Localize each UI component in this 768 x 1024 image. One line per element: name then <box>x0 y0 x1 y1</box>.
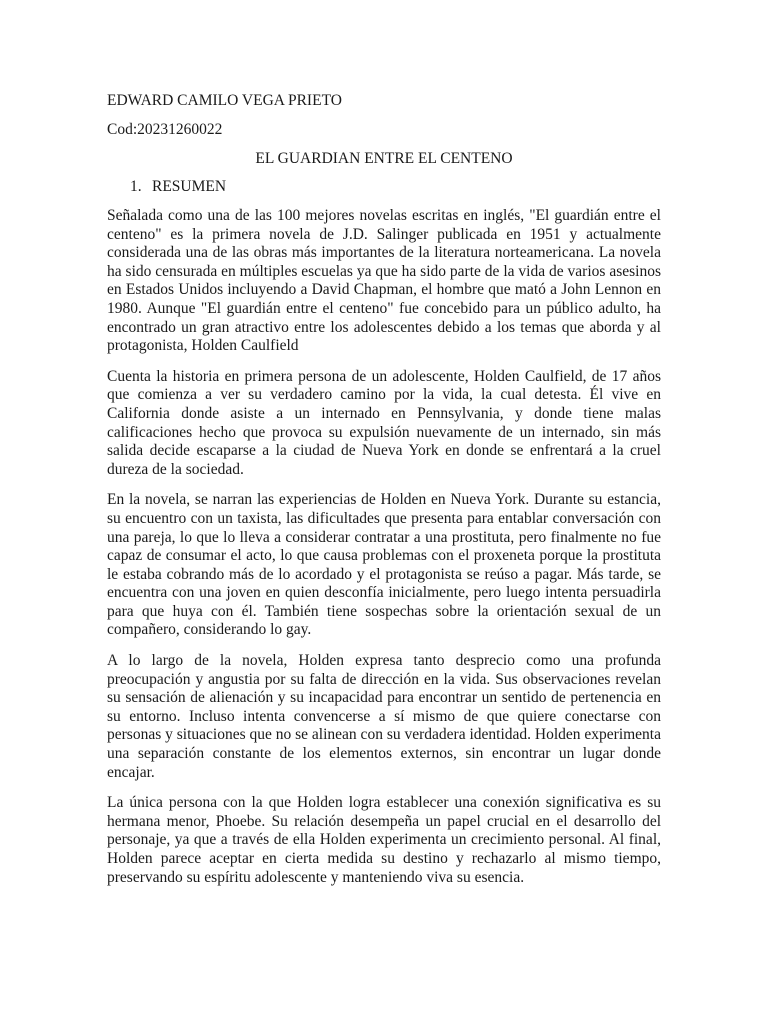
section-label: RESUMEN <box>152 178 227 195</box>
paragraph-3: En la novela, se narran las experiencias de Holden en Nueva York. Durante su estancia, su encuentro con un taxista, las dificultades que presenta para entablar conversación con una pareja, lo que lo lleva a considerar contratar a una prostituta, pero finalmente no fue capaz de consumar el acto, lo que causa problemas con el proxeneta porque la prostituta le estaba cobrando más de lo acordado y el protagonista se reúso a pagar. Más tarde, se encuentra con una joven en quien desconfía inicialmente, pero luego intenta persuadirla para que huya con él. También tiene sospechas sobre la orientación sexual de un compañero, considerando lo gay. <box>107 491 661 639</box>
section-heading <box>107 177 661 196</box>
paragraph-2: Cuenta la historia en primera persona de un adolescente, Holden Caulfield, de 17 años que comienza a ver su verdadero camino por la vida, la cual detesta. Él vive en California donde asiste a un internado en Pennsylvania, y donde tiene malas calificaciones hecho que provoca su expulsión nuevamente de un internado, sin más salida decide escaparse a la ciudad de Nueva York en donde se enfrentará a la cruel dureza de la sociedad. <box>107 367 661 478</box>
document-title: EL GUARDIAN ENTRE EL CENTENO <box>255 150 513 167</box>
student-code: Cod:20231260022 <box>107 121 223 138</box>
paragraph-4: A lo largo de la novela, Holden expresa tanto desprecio como una profunda preocupación y angustia por su falta de dirección en la vida. Sus observaciones revelan su sensación de alienación y su incapacidad para encontrar un sentido de pertenencia en su entorno. Incluso intenta convencerse a sí mismo de que quiere conectarse con personas y situaciones que no se alinean con su verdadera identidad. Holden experimenta una separación constante de los elementos externos, sin encontrar un lugar donde encajar. <box>107 652 661 781</box>
section-number: 1. <box>130 178 142 195</box>
paragraph-5: La única persona con la que Holden logra establecer una conexión significativa es su hermana menor, Phoebe. Su relación desempeña un papel crucial en el desarrollo del personaje, ya que a través de ella Holden experimenta un crecimiento personal. Al final, Holden parece aceptar en cierta medida su destino y rechazarlo al mismo tiempo, preservando su espíritu adolescente y manteniendo viva su esencia. <box>107 794 661 886</box>
paragraph-1: Señalada como una de las 100 mejores novelas escritas en inglés, "El guardián entre el centeno" es la primera novela de J.D. Salinger publicada en 1951 y actualmente considerada una de las obras más importantes de la literatura norteamericana. La novela ha sido censurada en múltiples escuelas ya que ha sido parte de la vida de varios asesinos en Estados Unidos incluyendo a David Chapman, el hombre que mató a John Lennon en 1980. Aunque "El guardián entre el centeno" fue concebido para un público adulto, ha encontrado un gran atractivo entre los adolescentes debido a los temas que aborda y al protagonista, Holden Caulfield <box>107 207 661 355</box>
author-name: EDWARD CAMILO VEGA PRIETO <box>107 92 342 109</box>
